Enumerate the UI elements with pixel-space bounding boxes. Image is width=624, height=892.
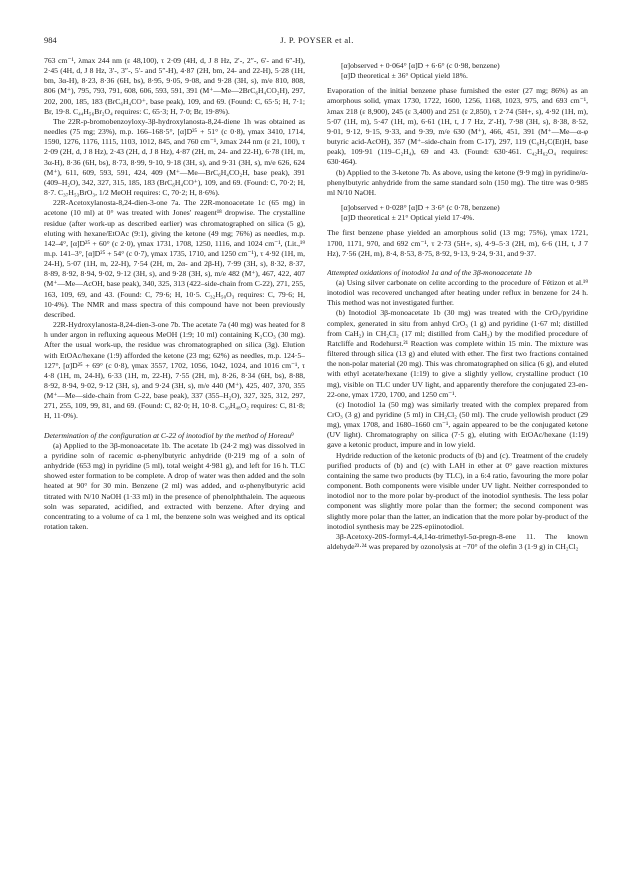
rotation-result-2 <box>341 203 588 223</box>
section-heading-horeau: Determination of the configuration at C-22 of inotodiol by the method of Horeau⁹ <box>44 430 294 440</box>
paragraph-silver-carbonate: (a) Using silver carbonate on celite according to the procedure of Fétizon et al.¹⁹ inotodiol was recovered unchanged after heating under reflux in benzene for 24 h. This method was not investigated further. <box>327 277 588 308</box>
left-column <box>44 56 305 882</box>
paragraph-acetoxy-dienone: 22R-Acetoxylanosta-8,24-dien-3-one 7a. The 22R-monoacetate 1c (65 mg) in acetone (10 ml) at 0° was treated with Jones' reagent¹⁸ dropwise. The crystalline residue (after work-up as described earlier) was chromatographed on silica (5 g), eluting with hexane/EtOAc (9:1), giving the ketone (49 mg; 76%) as needles, m.p. 142–4°, [α]D²⁵ + 60° (c 2·0), γmax 1731, 1708, 1250, 1116, and 1024 cm⁻¹, (Lit.,¹⁹ m.p. 141–3°, [α]D²⁵ + 54° (c 0·7), γmax 1735, 1710, and 1250 cm⁻¹), τ 4·92 (1H, m, 24-H), 5·07 (1H, m, 22-H), 7·54 (2H, m, 2α- and 2β-H), 7·99 (3H, s), 8·32, 8·37, 8·89, 8·92, 8·94, 9·02, 9·12 (3H, s), and 9·28 (3H, s), m/e 482 (M⁺), 467, 422, 407 (M⁺—Me—AcOH, base peak), 340, 325, 313 (422–side-chain from C-22), 271, 255, 163, 109, 69, and 43. (Found: C, 79·6; H, 10·5. C₃₂H₅₀O₃ requires: C, 79·6; H, 10·4%). The NMR and mass spectra of this compound have not been previously described. <box>44 198 305 319</box>
section-heading-oxidations: Attempted oxidations of inotodiol 1a and of the 3β-monoacetate 1b <box>327 267 532 277</box>
paragraph-applied-ketone: (b) Applied to the 3-ketone 7b. As above, using the ketone (9·9 mg) in pyridine/α-phenylbutyric anhydride from the same standard soln (150 mg). The titre was 0·985 ml N/10 NaOH. <box>327 167 588 197</box>
page-number: 984 <box>44 36 57 45</box>
rotation-line: [α]D theoretical ± 21° Optical yield 17·4%. <box>341 213 475 223</box>
rotation-line: [α]observed + 0·028° [α]D + 3·6° (c 0·78, benzene) <box>341 203 500 213</box>
paragraph-cro3-monoacetate: (b) Inotodiol 3β-monoacetate 1b (30 mg) was treated with the CrO₃/pyridine complex, generated in situ from anhyd CrO₃ (1 g) and pyridine (1·67 ml; distilled from CaH₂) in CH₂Cl₂ (17 ml; distilled from CaH₂) by the modified procedure of Ratcliffe and Rodehurst.²¹ Reaction was complete within 15 min. The mixture was filtered through silica (13 g) and eluted with ether. The first two fractions contained the non-polar material (20 mg). This was chromatographed on silica (6 g), and eluted with ethyl acetate/hexane (1:19) to give a slightly yellow, crystalline product (10 mg), visible on TLC under UV light, and apparently therefore the conjugated 23-en-22-one, γmax 1720, 1700, and 1250 cm⁻¹. <box>327 308 588 399</box>
paragraph-found-analysis: 763 cm⁻¹, λmax 244 nm (ε 48,100), τ 2·09 (4H, d, J 8 Hz, 2′-, 2″-, 6′- and 6″-H), 2·45 (4H, d, J 8 Hz, 3′-, 3″-, 5′- and 5″-H), 4·87 (2H, bm, 24- and 22-H), 5·28 (1H, bm, 3α-H), 8·23, 8·36 (6H, bs), 8·95, 9·05, 9·08, and 9·28 (3H, s), m/e 810, 808, 806 (M⁺), 795, 793, 791, 608, 606, 593, 591, 391 (M⁺—Me—2BrC₆H₄CO₂H), 297, 202, 200, 185, 183 (BrC₆H₄CO⁺, base peak), 109, and 69. (Found: C, 65·5; H, 7·1; Br, 19·8. C₄₄H₅₆Br₂O₄ requires: C, 65·3; H, 7·0; Br, 19·8%). <box>44 56 305 116</box>
paragraph-cro3-inotodiol: (c) Inotodiol 1a (50 mg) was similarly treated with the complex prepared from CrO₃ (3 g) and pyridine (5 ml) in CH₂Cl₂ (50 ml). The crude yellowish product (29 mg), γmax 1708, and 1680–1660 cm⁻¹, again appeared to be the conjugated ketone (UV light). Chromatography on silica (7·5 g), eluting with EtOAc/hexane (1:19) gave a ketonic product, impure and in low yield. <box>327 399 588 450</box>
rotation-line: [α]D theoretical ± 36° Optical yield 18%. <box>341 71 468 81</box>
rotation-result-1 <box>341 61 588 81</box>
paragraph-applied-monoacetate: (a) Applied to the 3β-monoacetate 1b. The acetate 1b (24·2 mg) was dissolved in a pyridine soln of racemic α-phenylbutyric anhydride (0·219 mg of a soln of anhydride (653 mg) in pyridine (5 ml), total weight 4·981 g), and left for 16 h. TLC showed ester formation to be complete. A drop of water was then added and the soln heated at 90° for 30 min. Benzene (2 ml) was added, and α-phenylbutyric acid titrated with N/10 NaOH (1·33 ml) in the presence of phenolphthalein. The aqueous soln was separated, acidified, and extracted with benzene. After drying and concentrating to a volume of ca 1 ml, the benzene soln was weighed and its optical rotation taken. <box>44 440 305 532</box>
paragraph-known-aldehyde: 3β-Acetoxy-20S-formyl-4,4,14α-trimethyl-5α-pregn-8-ene 11. The known aldehyde²³·²⁴ was prepared by ozonolysis at −70° of the olefin 3 (1·9 g) in CH₂Cl₂ <box>327 531 588 552</box>
page-header <box>44 34 590 48</box>
running-head: J. P. POYSER et al. <box>280 36 354 45</box>
paragraph-hydroxy-dienone: 22R-Hydroxylanosta-8,24-dien-3-one 7b. The acetate 7a (40 mg) was heated for 8 h under argon in refluxing aqueous MeOH (1:9; 10 ml) containing K₂CO₃ (30 mg). After the usual work-up, the residue was chromatographed on silica (3g). Elution with EtOAc/hexane (1:9) afforded the ketone (23 mg; 62%) as needles, m.p. 124·5–127°, [α]D²⁵ + 69° (c 0·8), γmax 3557, 1702, 1056, 1042, 1024, and 1016 cm⁻¹, τ 4·8 (1H, m, 24-H), 6·33 (1H, m, 22-H), 7·55 (2H, m), 8·26, 8·34 (6H, bs), 8·88, 8·92, 8·94, 9·02, 9·12 (3H, s), and 9·24 (3H, s), m/e 440 (M⁺), 425, 407, 370, 355 (M⁺—Me—side-chain from C-22, base peak), 337 (355–H₂O), 327, 325, 312, 297, 271, 255, 109, 99, 81, and 69. (Found: C, 82·0; H, 10·8. C₃₀H₄₈O₂ requires: C, 81·8; H, 11·0%). <box>44 320 305 421</box>
rotation-line: [α]observed + 0·064° [α]D + 6·6° (c 0·98, benzene) <box>341 61 500 70</box>
paragraph-bromobenzoyloxy-diene: The 22R-p-bromobenzoyloxy-3β-hydroxylanosta-8,24-diene 1h was obtained as needles (75 mg; 23%), m.p. 166–168·5°, [α]D²⁵ + 51° (c 0·8), γmax 3410, 1714, 1590, 1276, 1176, 1115, 1103, 1012, 845, and 760 cm⁻¹, λmax 244 nm (ε 21, 100), τ 2·09 (2H, d, J 8 Hz), 2·43 (2H, d, J 8 Hz), 4·87 (2H, m, 24- and 22-H), 6·78 (1H, m, 3α-H), 8·36 (6H, bs), 8·73, 8·99, 9·10, 9·18 (3H, s), and 9·31 (3H, s), m/e 626, 624 (M⁺), 611, 609, 593, 591, 424, 409 (M⁺—Me—BrC₆H₄CO₂H, base peak), 391 (409–H₂O), 342, 327, 315, 185, 183 (BrC₆H₄CO⁺), 109, and 69. (Found: C, 70·2; H, 8·7. C₃₇H₅₃BrO₃, 1/2 MeOH requires: C, 70·2; H, 8·6%). <box>44 116 305 198</box>
right-column <box>327 56 588 882</box>
paragraph-hydride-reduction: Hydride reduction of the ketonic products of (b) and (c). Treatment of the crudely purified products of (b) and (c) with LAH in ether at 0° gave reaction mixtures containing the same two products (by TLC), in a 6:4 ratio, favouring the more polar component. Both components were visible under UV light. Neither corresponded to inotodiol nor to the more polar by-product of the inotodiol synthesis. The less polar component was slightly more polar than the former; the second component was slightly more polar than the latter, an indication that the more polar by-product of the inotodiol synthesis may be 22S-epiinotodiol. <box>327 450 588 531</box>
paragraph-evaporation-ester: Evaporation of the initial benzene phase furnished the ester (27 mg; 86%) as an amorphous solid, γmax 1730, 1722, 1600, 1256, 1168, 1023, 975, and 693 cm⁻¹, λmax 218 (ε 8,900), 245 (ε 3,400) and 251 (ε 2,850), τ 2·74 (5H+, s), 4·92 (1H, m), 5·07 (1H, m), 5·47 (1H, m), 6·61 (1H, t, J 7 Hz, 2′-H), 7·98 (3H, s), 8·38, 8·52, 9·01, 9·12, 9·15, 9·33, and 9·39, m/e 630 (M⁺), 466, 451, 391 (M⁺—Me—α-φ butyric acid-AcOH), 357 (M⁺–side-chain from C-17), 297, 119 (C₆H₅C(Et)H, base peak), 109·91 (119–C₂H₄), 69 and 43. (Found: 630·461. C₄₂H₆₂O₄ requires: 630·464). <box>327 86 588 167</box>
paragraph-first-benzene-phase: The first benzene phase yielded an amorphous solid (13 mg; 75%), γmax 1721, 1700, 1171, 970, and 692 cm⁻¹, τ 2·73 (5H+, s), 4·9–5·3 (2H, m), 6·6 (1H, t, J 7 Hz), 7·56 (2H, m), 8·4, 8·53, 8·75, 8·92, 9·13, 9·24, 9·31, and 9·37. <box>327 228 588 258</box>
